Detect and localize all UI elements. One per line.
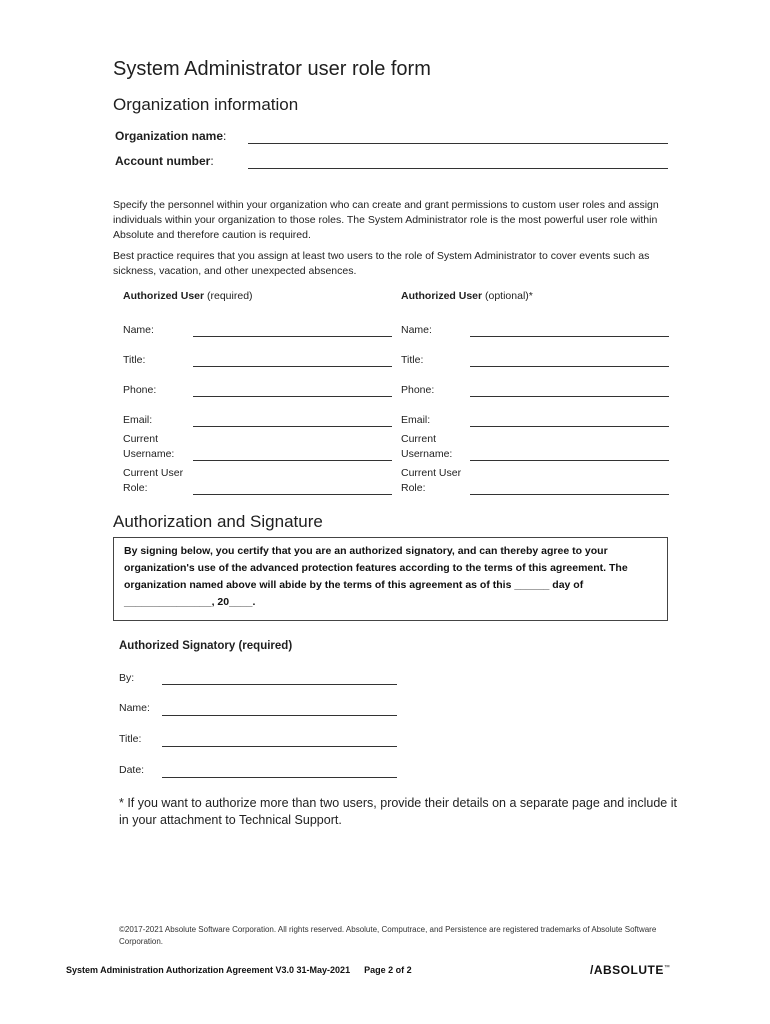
user2-email-field[interactable] bbox=[470, 426, 669, 427]
user2-title-label: Title: bbox=[401, 354, 424, 366]
account-number-field[interactable] bbox=[248, 168, 668, 169]
best-practice-paragraph: Best practice requires that you assign at least two users to the role of System Administrator to cover events such as sickness, vacation, and other unexpected absences. bbox=[113, 250, 650, 277]
user2-role-field[interactable] bbox=[470, 494, 669, 495]
signatory-heading: Authorized Signatory (required) bbox=[119, 640, 293, 652]
user2-email-label: Email: bbox=[401, 414, 431, 426]
user1-email-label: Email: bbox=[123, 414, 153, 426]
signatory-title-label: Title: bbox=[119, 733, 142, 745]
user2-role-label: Current User Role: bbox=[401, 467, 462, 494]
additional-users-note: * If you want to authorize more than two users, provide their details on a separate page and include it in your attachment to Technical Support. bbox=[119, 796, 677, 827]
signatory-date-label: Date: bbox=[119, 764, 145, 776]
user2-phone-label: Phone: bbox=[401, 384, 435, 396]
user1-role-field[interactable] bbox=[193, 494, 392, 495]
signatory-name-field[interactable] bbox=[162, 715, 397, 716]
user1-username-field[interactable] bbox=[193, 460, 392, 461]
user2-title-field[interactable] bbox=[470, 366, 669, 367]
signatory-by-field[interactable] bbox=[162, 684, 397, 685]
user1-name-field[interactable] bbox=[193, 336, 392, 337]
user1-email-field[interactable] bbox=[193, 426, 392, 427]
page-title: System Administrator user role form bbox=[113, 58, 431, 80]
page-number: Page 2 of 2 bbox=[364, 965, 412, 975]
user1-role-label: Current User Role: bbox=[123, 467, 184, 494]
copyright-notice: ©2017-2021 Absolute Software Corporation. All rights reserved. Absolute, Computrace, and Persistence are registered trademarks of Absolute Software Corporation. bbox=[119, 925, 657, 946]
organization-heading: Organization information bbox=[113, 95, 299, 114]
user1-title-label: Title: bbox=[123, 354, 146, 366]
authorization-heading: Authorization and Signature bbox=[113, 512, 323, 531]
footer bbox=[66, 965, 412, 975]
authorized-user-optional-heading: Authorized User (optional)* bbox=[401, 290, 533, 302]
user2-name-label: Name: bbox=[401, 324, 432, 336]
signatory-date-field[interactable] bbox=[162, 777, 397, 778]
organization-name-field[interactable] bbox=[248, 143, 668, 144]
absolute-logo: /ABSOLUTE™ bbox=[590, 963, 671, 977]
user2-phone-field[interactable] bbox=[470, 396, 669, 397]
user1-username-label: Current Username: bbox=[123, 433, 175, 460]
authorized-user-required-heading: Authorized User (required) bbox=[123, 290, 253, 302]
document-id: System Administration Authorization Agreement V3.0 31-May-2021 bbox=[66, 965, 351, 975]
signatory-name-label: Name: bbox=[119, 702, 150, 714]
intro-paragraph: Specify the personnel within your organization who can create and grant permissions to custom user roles and assign individuals within your organization to those roles. The System Administrator role is the most powerful user role within Absolute and therefore caution is required. bbox=[113, 199, 659, 241]
signatory-title-field[interactable] bbox=[162, 746, 397, 747]
user1-phone-field[interactable] bbox=[193, 396, 392, 397]
user1-title-field[interactable] bbox=[193, 366, 392, 367]
organization-name-label: Organization name: bbox=[115, 129, 227, 143]
user2-username-label: Current Username: bbox=[401, 433, 453, 460]
user1-phone-label: Phone: bbox=[123, 384, 157, 396]
account-number-label: Account number: bbox=[115, 154, 214, 168]
agreement-statement: By signing below, you certify that you are an authorized signatory, and can thereby agree to your organization's use of the advanced protection features according to the terms of this agreement. The organization named above will abide by the terms of this agreement as of this ______ day of _______________, 20____. bbox=[124, 545, 628, 608]
user2-name-field[interactable] bbox=[470, 336, 669, 337]
signatory-by-label: By: bbox=[119, 672, 135, 684]
user1-name-label: Name: bbox=[123, 324, 154, 336]
user2-username-field[interactable] bbox=[470, 460, 669, 461]
